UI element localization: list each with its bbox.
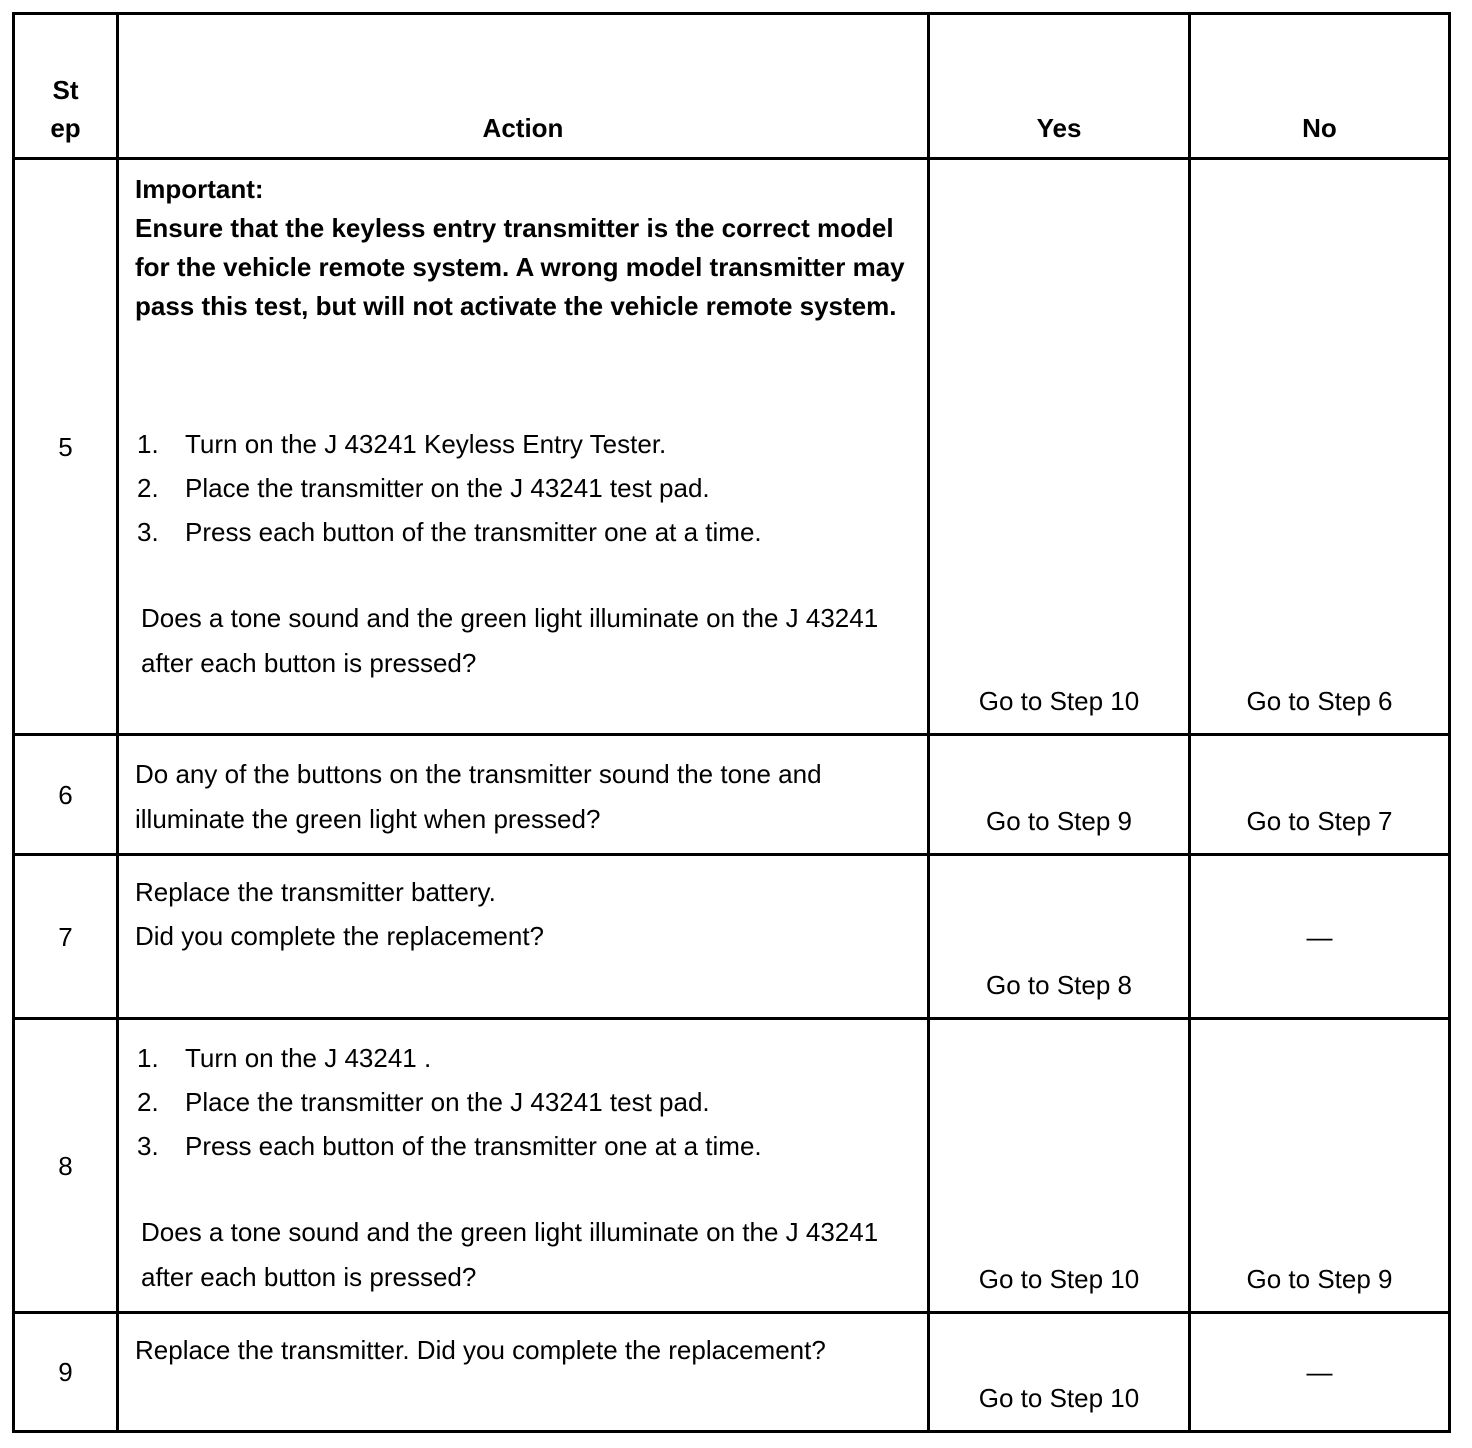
no-result: Go to Step 6 [1190, 159, 1450, 735]
no-result: — [1190, 855, 1450, 1019]
table-header-row [14, 14, 1450, 159]
list-item-text: Press each button of the transmitter one at a time. [185, 517, 762, 547]
list-item-number: 2. [137, 1087, 159, 1117]
list-item [135, 1036, 911, 1080]
step-number: 6 [14, 735, 118, 855]
list-item-number: 3. [137, 1131, 159, 1161]
list-item [135, 510, 911, 554]
list-item-text: Place the transmitter on the J 43241 test pad. [185, 473, 710, 503]
list-item [135, 1124, 911, 1168]
action-cell [118, 855, 929, 1019]
table-row [14, 1019, 1450, 1313]
question-text: Does a tone sound and the green light illuminate on the J 43241 after each button is pressed? [141, 603, 879, 678]
list-item-text: Turn on the J 43241 Keyless Entry Tester. [185, 429, 667, 459]
yes-result: Go to Step 10 [929, 1019, 1190, 1313]
action-cell [118, 1313, 929, 1432]
list-item [135, 1080, 911, 1124]
important-note [135, 170, 911, 326]
action-cell [118, 1019, 929, 1313]
question-text: Does a tone sound and the green light illuminate on the J 43241 after each button is pressed? [141, 1217, 879, 1292]
yes-result: Go to Step 8 [929, 855, 1190, 1019]
table-row [14, 159, 1450, 735]
list-item-number: 2. [137, 473, 159, 503]
question-text: Replace the transmitter. Did you complete the replacement? [135, 1335, 826, 1365]
step-number: 5 [14, 159, 118, 735]
header-action-label: Action [482, 113, 564, 143]
header-step-line1: St [52, 75, 79, 105]
action-cell [118, 159, 929, 735]
header-no-label: No [1302, 113, 1337, 143]
important-text: Ensure that the keyless entry transmitter is the correct model for the vehicle remote system. A wrong model transmitter may pass this test, but will not activate the vehicle remote system. [135, 213, 905, 321]
table-row [14, 855, 1450, 1019]
list-item-number: 3. [137, 517, 159, 547]
list-item-text: Turn on the J 43241 . [185, 1043, 432, 1073]
procedure-list [135, 1036, 911, 1168]
no-result: — [1190, 1313, 1450, 1432]
yes-result: Go to Step 10 [929, 1313, 1190, 1432]
important-label: Important: [135, 174, 264, 204]
list-item-number: 1. [137, 429, 159, 459]
diagnostic-table-sheet [12, 12, 1448, 1430]
header-yes [929, 14, 1190, 159]
header-no [1190, 14, 1450, 159]
table-row [14, 735, 1450, 855]
yes-result: Go to Step 9 [929, 735, 1190, 855]
header-action [118, 14, 929, 159]
action-cell [118, 735, 929, 855]
action-line: Replace the transmitter battery. [135, 877, 496, 907]
no-result: Go to Step 7 [1190, 735, 1450, 855]
table-row [14, 1313, 1450, 1432]
header-step [14, 14, 118, 159]
list-item-text: Place the transmitter on the J 43241 test pad. [185, 1087, 710, 1117]
list-item-number: 1. [137, 1043, 159, 1073]
step-number: 7 [14, 855, 118, 1019]
header-yes-label: Yes [1036, 113, 1082, 143]
list-item-text: Press each button of the transmitter one at a time. [185, 1131, 762, 1161]
question-text: Do any of the buttons on the transmitter sound the tone and illuminate the green light when pressed? [135, 759, 822, 834]
no-result: Go to Step 9 [1190, 1019, 1450, 1313]
list-item [135, 466, 911, 510]
step-number: 9 [14, 1313, 118, 1432]
procedure-list [135, 422, 911, 554]
header-step-line2: ep [50, 113, 81, 143]
list-item [135, 422, 911, 466]
diagnostic-table [12, 12, 1451, 1433]
step-number: 8 [14, 1019, 118, 1313]
question-text: Did you complete the replacement? [135, 921, 545, 951]
yes-result: Go to Step 10 [929, 159, 1190, 735]
